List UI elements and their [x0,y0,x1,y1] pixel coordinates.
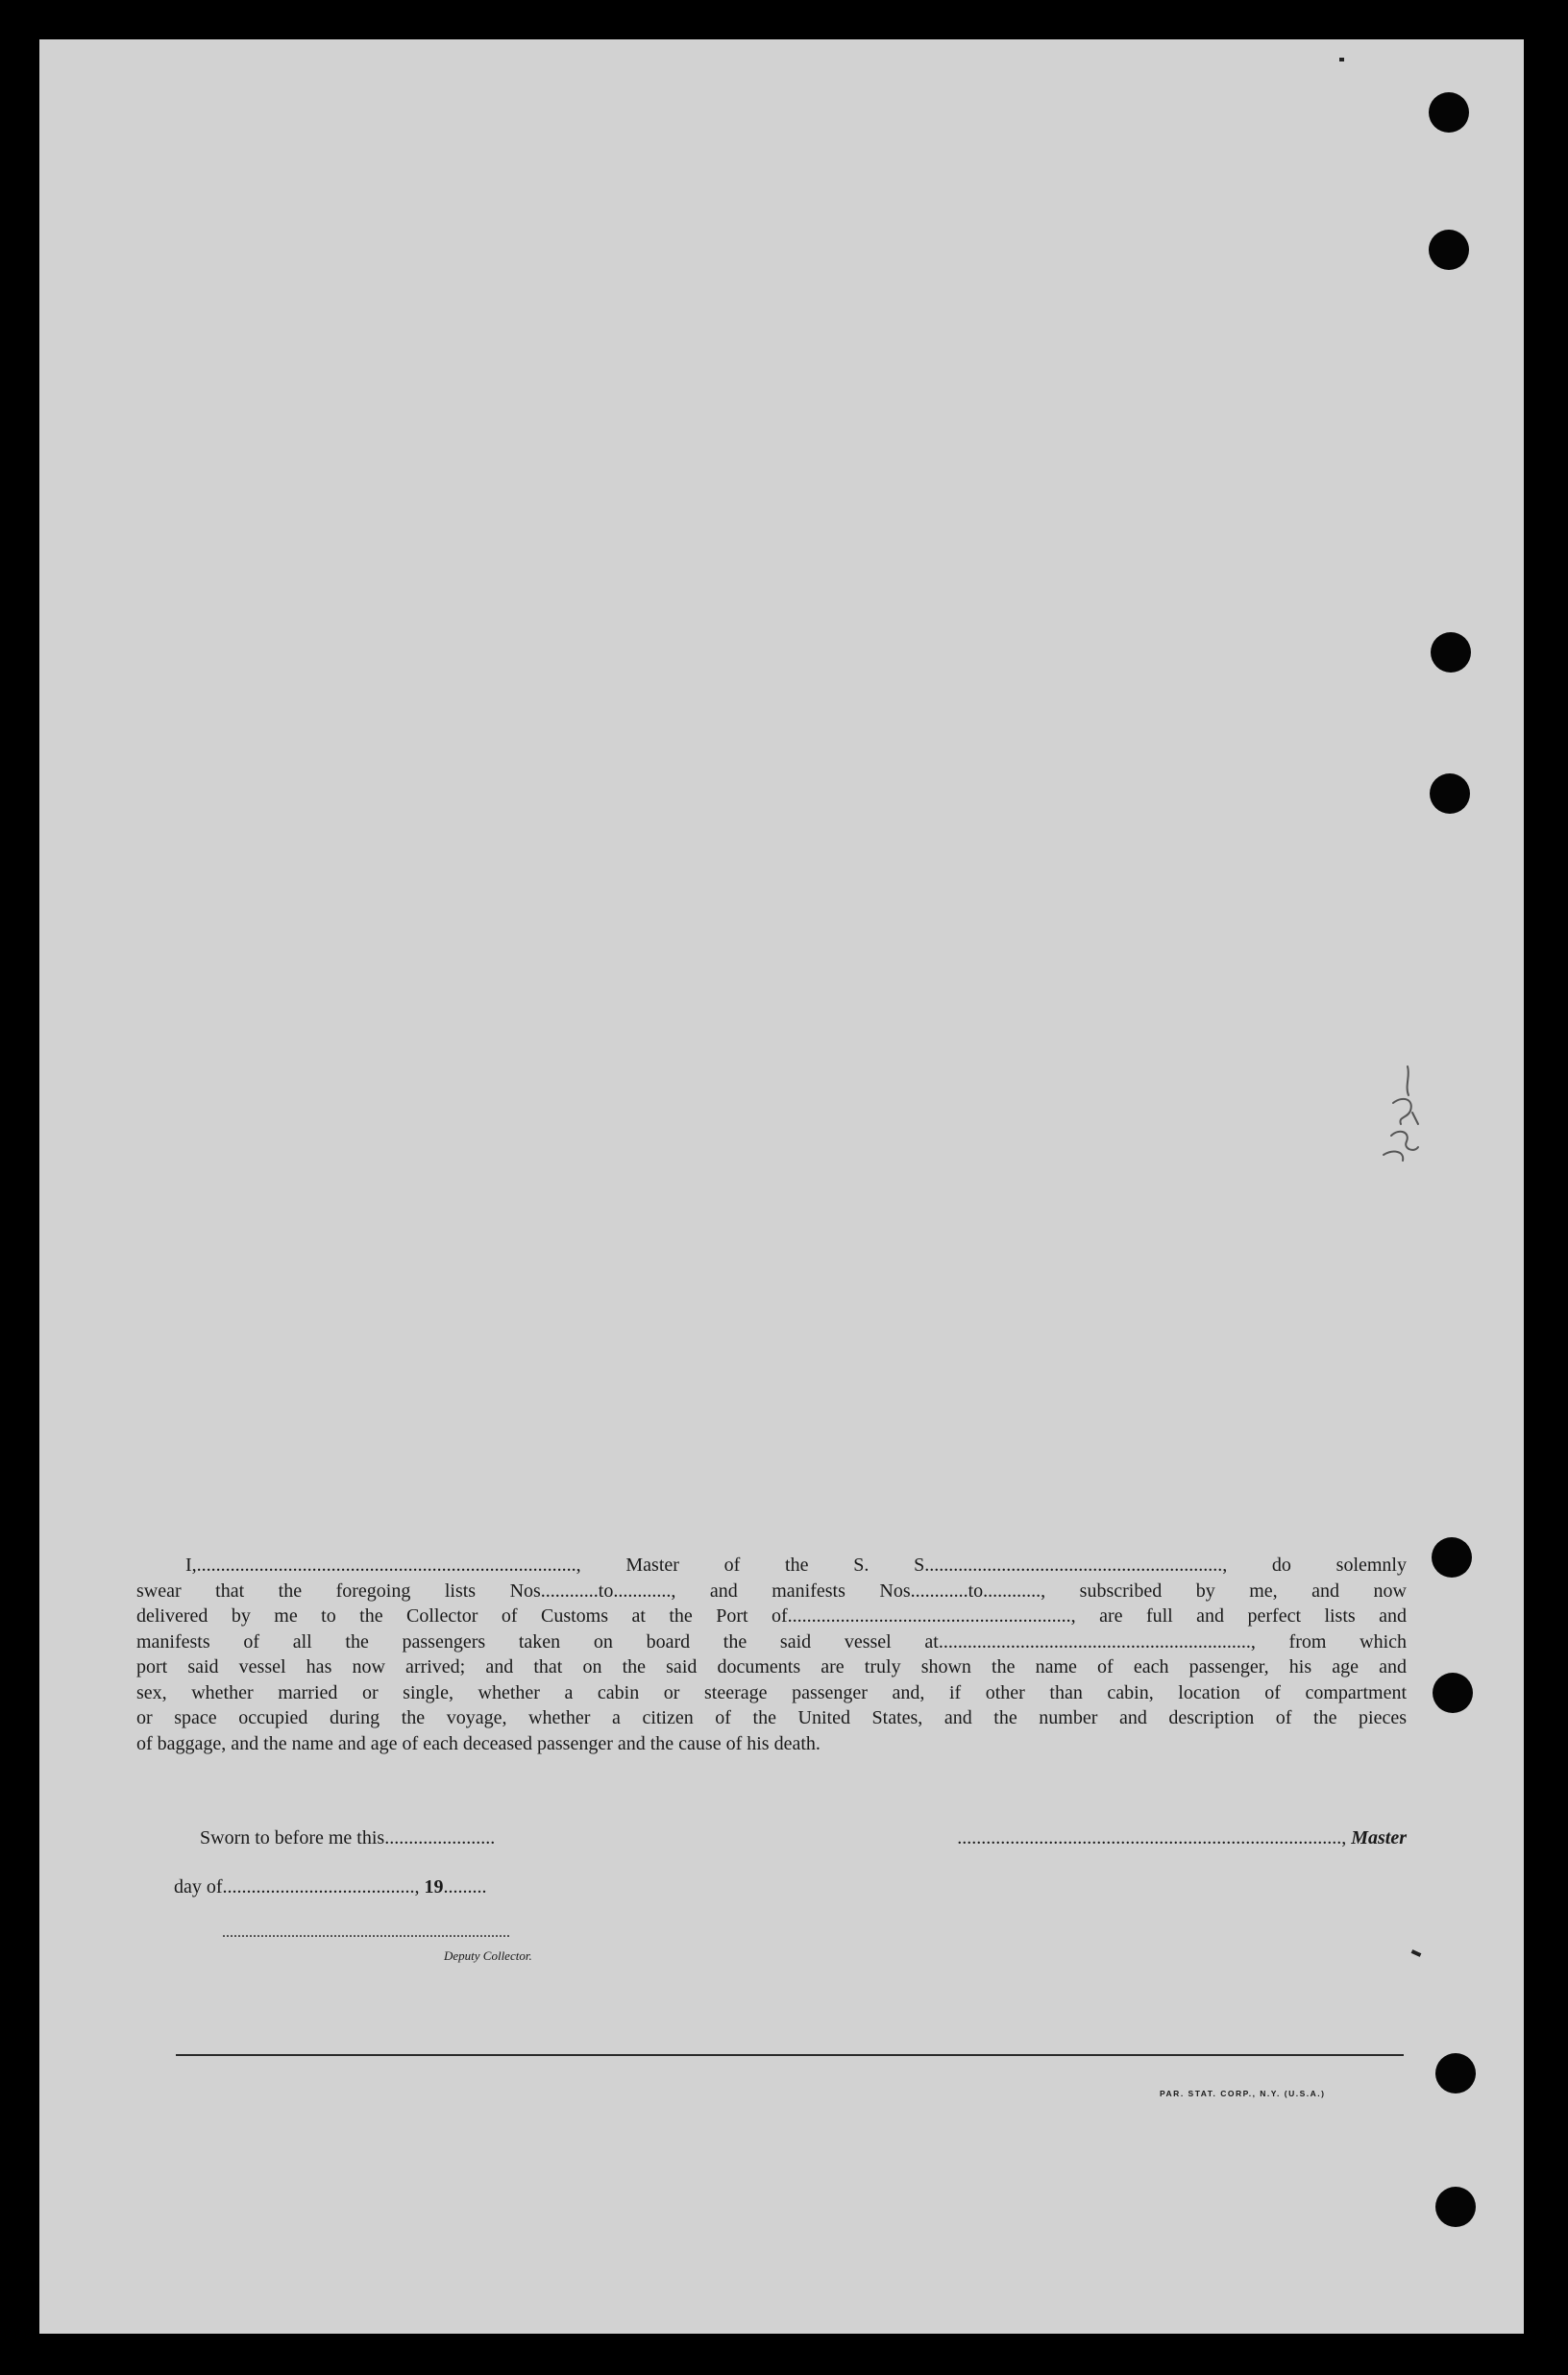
deputy-signature-line: ........................................................................... [222,1924,510,1941]
day-of-line [174,1876,487,1898]
horizontal-rule [176,2054,1404,2056]
document-page [39,39,1524,2334]
year-prefix: 19 [424,1876,444,1898]
sworn-statement: Sworn to before me this....................... [200,1827,496,1849]
declaration-line: delivered by me to the Collector of Customs at the Port of..........................................................., are full and perfect lists and [136,1605,1407,1627]
punch-hole [1429,230,1469,270]
punch-hole [1435,2053,1476,2093]
year-dots: ......... [443,1876,487,1898]
master-signature-dots: ................................................................................, [957,1827,1347,1849]
deputy-collector-label: Deputy Collector. [444,1948,532,1963]
punch-hole [1430,773,1470,814]
day-of-text: day of........................................, [174,1876,420,1898]
punch-hole [1433,1673,1473,1713]
punch-hole [1431,632,1471,673]
declaration-paragraph [136,1553,1407,1756]
punch-hole [1429,92,1469,133]
master-signature-line [863,1827,1407,1849]
declaration-line: swear that the foregoing lists Nos............to............, and manifests Nos............to............, subscribed by me, and now [136,1579,1407,1602]
declaration-line: or space occupied during the voyage, whether a citizen of the United States, and the number and description of the pieces [136,1707,1407,1728]
punch-hole [1432,1537,1472,1578]
declaration-line: sex, whether married or single, whether a cabin or steerage passenger and, if other than cabin, location of compartment [136,1681,1407,1703]
declaration-line: port said vessel has now arrived; and that on the said documents are truly shown the name of each passenger, his age and [136,1656,1407,1677]
declaration-line: of baggage, and the name and age of each deceased passenger and the cause of his death. [136,1732,821,1754]
handwritten-mark [1355,1028,1451,1191]
printer-imprint: PAR. STAT. CORP., N.Y. (U.S.A.) [1160,2089,1326,2098]
punch-hole [1435,2187,1476,2227]
master-label: Master [1351,1827,1407,1849]
ink-speck [1339,58,1344,61]
declaration-line: manifests of all the passengers taken on board the said vessel at................................................................., from which [136,1630,1407,1653]
declaration-line: I,..............................................................................., Master of the S. S.............................................................., do solemnly [185,1555,1407,1576]
